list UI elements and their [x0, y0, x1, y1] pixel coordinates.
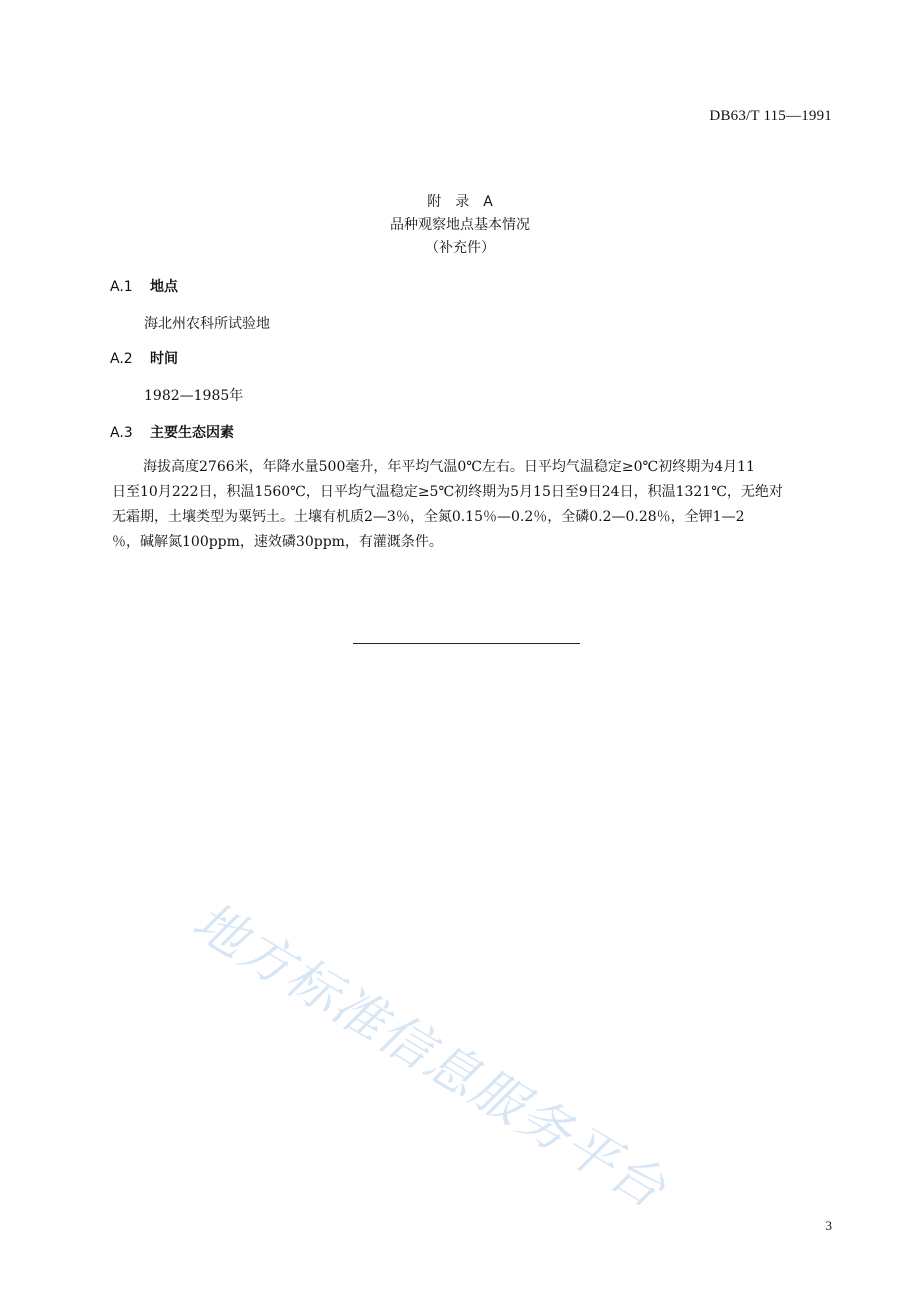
paragraph-line: 无霜期，土壤类型为粟钙土。土壤有机质2—3％，全氮0.15％—0.2％，全磷0.2—0.28％，全钾1—2	[112, 509, 745, 525]
page-number: 3	[825, 1218, 832, 1233]
paragraph-line: ％，碱解氮100ppm，速效磷30ppm，有灌溉条件。	[112, 534, 443, 550]
section-heading-a1	[110, 277, 178, 297]
section-number: A.1	[110, 279, 133, 295]
section-number: A.3	[110, 425, 133, 441]
end-rule-divider	[353, 643, 580, 644]
appendix-note: （补充件）	[425, 240, 495, 256]
section-number: A.2	[110, 351, 133, 367]
section-title: 地点	[150, 279, 178, 295]
section-heading-a3	[110, 423, 234, 443]
paragraph-line: 海拔高度2766米，年降水量500毫升，年平均气温0℃左右。日平均气温稳定≥0℃初终期为4月11	[143, 459, 755, 475]
paragraph-line: 日至10月222日，积温1560℃，日平均气温稳定≥5℃初终期为5月15日至9日24日，积温1321℃，无绝对	[112, 484, 783, 500]
appendix-title: 附 录 A	[427, 194, 493, 210]
section-title: 主要生态因素	[150, 425, 234, 441]
watermark: 地方标准信息服务平台	[182, 891, 677, 1221]
document-code: DB63/T 115—1991	[709, 108, 832, 124]
appendix-subtitle: 品种观察地点基本情况	[390, 217, 530, 233]
section-heading-a2	[110, 349, 178, 369]
section-body-a2: 1982—1985年	[144, 388, 244, 404]
section-body-a1: 海北州农科所试验地	[144, 316, 270, 332]
section-title: 时间	[150, 351, 178, 367]
